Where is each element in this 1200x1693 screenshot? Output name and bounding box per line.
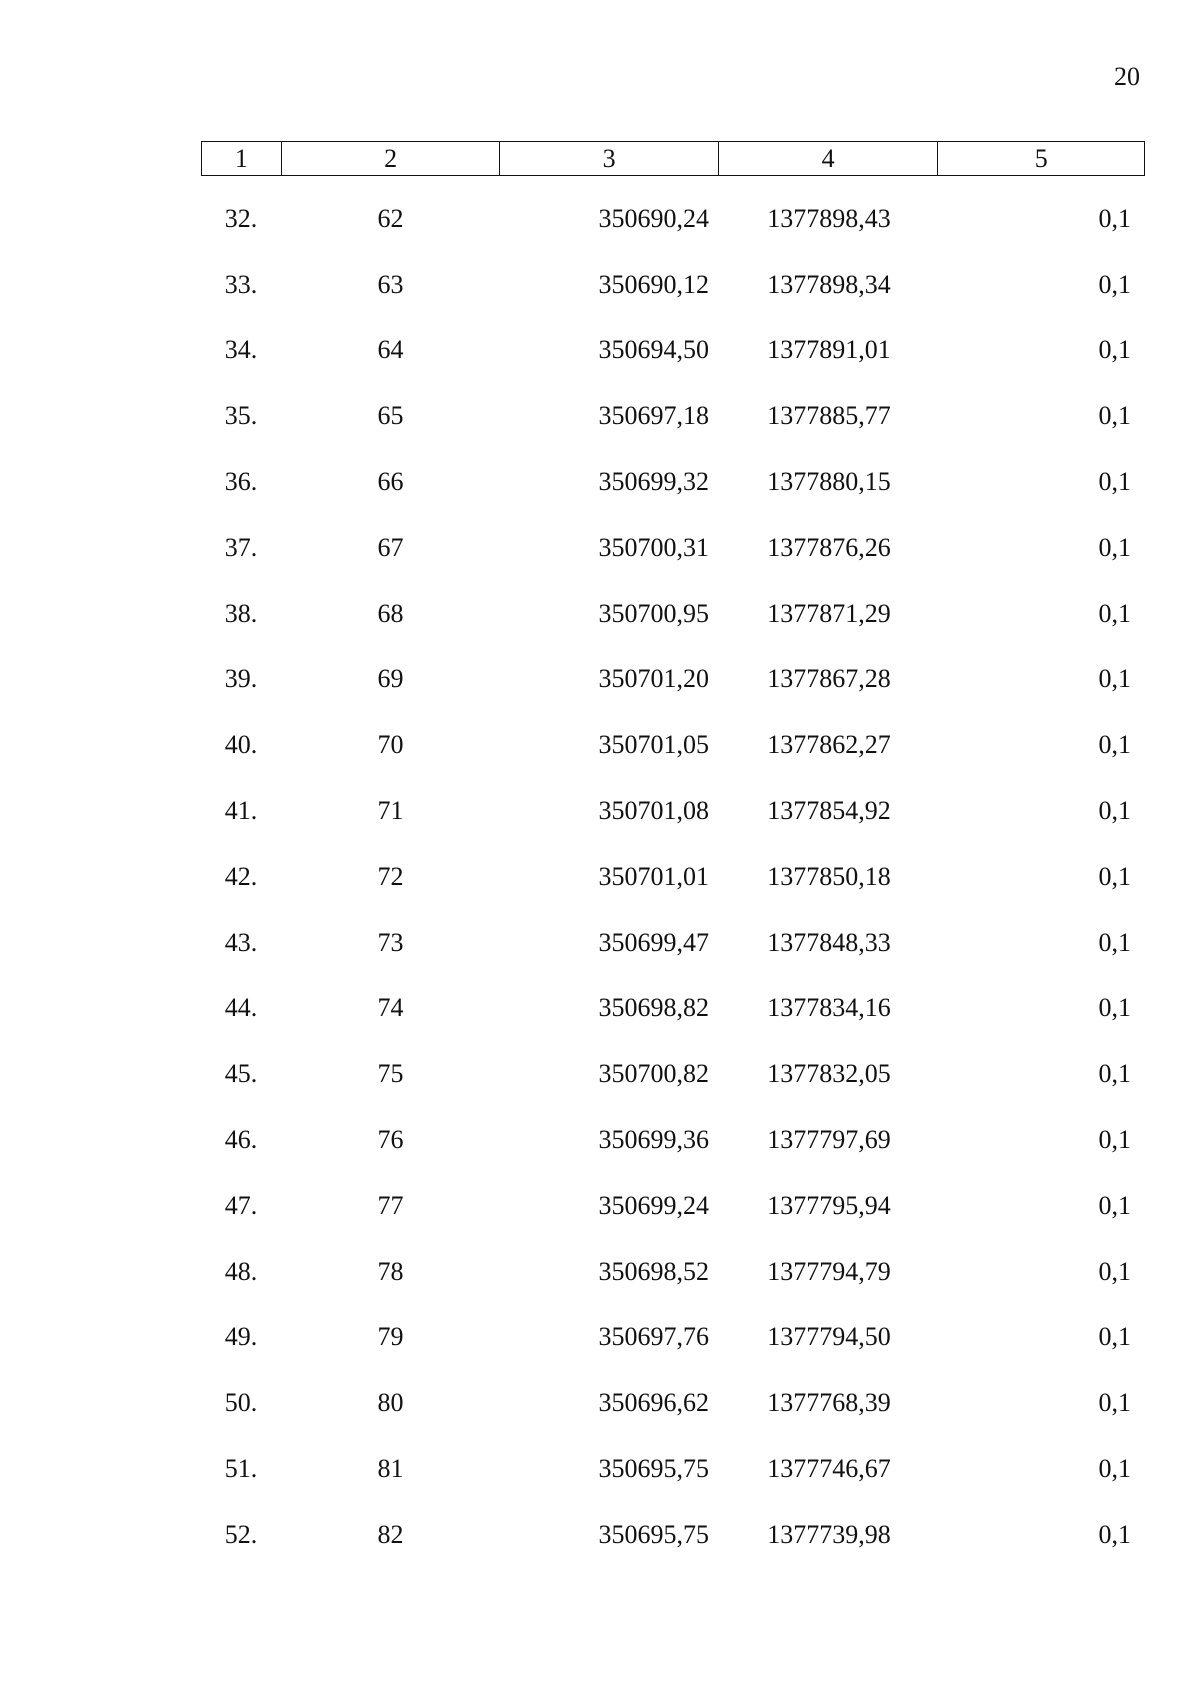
coordinate-y-cell: 1377794,79 — [767, 1256, 891, 1286]
row-number-cell: 35. — [224, 401, 258, 431]
point-number-cell: 82 — [377, 1519, 404, 1549]
point-number-cell: 65 — [377, 401, 404, 431]
table-row — [201, 1107, 1145, 1173]
row-number-cell: 42. — [224, 861, 258, 891]
point-number-cell: 64 — [377, 335, 404, 365]
point-number-cell: 69 — [377, 664, 404, 694]
table-row — [201, 186, 1145, 252]
coordinate-x-cell: 350700,95 — [598, 598, 709, 628]
header-cell-4: 4 — [719, 142, 939, 175]
point-number-cell: 81 — [377, 1454, 404, 1484]
header-cell-3: 3 — [500, 142, 719, 175]
table-row — [201, 712, 1145, 778]
accuracy-cell: 0,1 — [1098, 664, 1131, 694]
table-row — [201, 515, 1145, 581]
accuracy-cell: 0,1 — [1098, 1454, 1131, 1484]
coordinate-y-cell: 1377834,16 — [767, 993, 891, 1023]
accuracy-cell: 0,1 — [1098, 203, 1131, 233]
point-number-cell: 71 — [377, 796, 404, 826]
coordinate-x-cell: 350690,12 — [598, 269, 709, 299]
row-number-cell: 51. — [224, 1454, 258, 1484]
table-row — [201, 252, 1145, 318]
header-cell-1: 1 — [202, 142, 282, 175]
accuracy-cell: 0,1 — [1098, 1322, 1131, 1352]
point-number-cell: 62 — [377, 203, 404, 233]
coordinate-x-cell: 350699,47 — [598, 927, 709, 957]
coordinate-y-cell: 1377867,28 — [767, 664, 891, 694]
accuracy-cell: 0,1 — [1098, 993, 1131, 1023]
row-number-cell: 48. — [224, 1256, 258, 1286]
accuracy-cell: 0,1 — [1098, 598, 1131, 628]
accuracy-cell: 0,1 — [1098, 861, 1131, 891]
row-number-cell: 37. — [224, 532, 258, 562]
coordinate-x-cell: 350690,24 — [598, 203, 709, 233]
point-number-cell: 66 — [377, 467, 404, 497]
coordinate-y-cell: 1377898,43 — [767, 203, 891, 233]
coordinate-x-cell: 350698,82 — [598, 993, 709, 1023]
table-row — [201, 976, 1145, 1042]
table-row — [201, 1305, 1145, 1371]
table-body — [201, 186, 1145, 1568]
table-row — [201, 1173, 1145, 1239]
point-number-cell: 63 — [377, 269, 404, 299]
coordinate-y-cell: 1377850,18 — [767, 861, 891, 891]
accuracy-cell: 0,1 — [1098, 269, 1131, 299]
coordinate-x-cell: 350700,82 — [598, 1059, 709, 1089]
point-number-cell: 79 — [377, 1322, 404, 1352]
row-number-cell: 39. — [224, 664, 258, 694]
accuracy-cell: 0,1 — [1098, 467, 1131, 497]
table-row — [201, 1041, 1145, 1107]
coordinate-y-cell: 1377832,05 — [767, 1059, 891, 1089]
row-number-cell: 33. — [224, 269, 258, 299]
coordinate-y-cell: 1377880,15 — [767, 467, 891, 497]
point-number-cell: 75 — [377, 1059, 404, 1089]
row-number-cell: 36. — [224, 467, 258, 497]
table-row — [201, 778, 1145, 844]
coordinate-y-cell: 1377739,98 — [767, 1519, 891, 1549]
table-row — [201, 318, 1145, 384]
coordinate-y-cell: 1377768,39 — [767, 1388, 891, 1418]
coordinate-y-cell: 1377795,94 — [767, 1190, 891, 1220]
point-number-cell: 78 — [377, 1256, 404, 1286]
row-number-cell: 50. — [224, 1388, 258, 1418]
coordinate-y-cell: 1377885,77 — [767, 401, 891, 431]
coordinate-x-cell: 350698,52 — [598, 1256, 709, 1286]
row-number-cell: 38. — [224, 598, 258, 628]
coordinate-y-cell: 1377746,67 — [767, 1454, 891, 1484]
coordinate-y-cell: 1377854,92 — [767, 796, 891, 826]
coordinate-x-cell: 350701,01 — [598, 861, 709, 891]
header-cell-5: 5 — [1034, 144, 1048, 173]
coordinate-x-cell: 350701,20 — [598, 664, 709, 694]
coordinate-x-cell: 350701,05 — [598, 730, 709, 760]
coordinate-y-cell: 1377891,01 — [767, 335, 891, 365]
table-row — [201, 449, 1145, 515]
point-number-cell: 74 — [377, 993, 404, 1023]
accuracy-cell: 0,1 — [1098, 335, 1131, 365]
table-row — [201, 1436, 1145, 1502]
coordinate-y-cell: 1377848,33 — [767, 927, 891, 957]
coordinate-y-cell: 1377794,50 — [767, 1322, 891, 1352]
accuracy-cell: 0,1 — [1098, 1059, 1131, 1089]
row-number-cell: 41. — [224, 796, 258, 826]
coordinate-y-cell: 1377876,26 — [767, 532, 891, 562]
accuracy-cell: 0,1 — [1098, 1190, 1131, 1220]
table-header — [201, 141, 1145, 176]
point-number-cell: 73 — [377, 927, 404, 957]
point-number-cell: 76 — [377, 1125, 404, 1155]
coordinate-y-cell: 1377862,27 — [767, 730, 891, 760]
table-row — [201, 383, 1145, 449]
row-number-cell: 46. — [224, 1125, 258, 1155]
coordinate-x-cell: 350699,24 — [598, 1190, 709, 1220]
row-number-cell: 45. — [224, 1059, 258, 1089]
coordinate-y-cell: 1377898,34 — [767, 269, 891, 299]
point-number-cell: 72 — [377, 861, 404, 891]
point-number-cell: 68 — [377, 598, 404, 628]
coordinate-x-cell: 350697,18 — [598, 401, 709, 431]
header-cell-2: 2 — [282, 142, 501, 175]
point-number-cell: 80 — [377, 1388, 404, 1418]
table-row — [201, 1502, 1145, 1568]
point-number-cell: 67 — [377, 532, 404, 562]
point-number-cell: 77 — [377, 1190, 404, 1220]
accuracy-cell: 0,1 — [1098, 401, 1131, 431]
accuracy-cell: 0,1 — [1098, 730, 1131, 760]
accuracy-cell: 0,1 — [1098, 532, 1131, 562]
table-row — [201, 844, 1145, 910]
table-row — [201, 1370, 1145, 1436]
accuracy-cell: 0,1 — [1098, 796, 1131, 826]
coordinate-x-cell: 350699,36 — [598, 1125, 709, 1155]
coordinate-x-cell: 350694,50 — [598, 335, 709, 365]
coordinate-x-cell: 350695,75 — [598, 1454, 709, 1484]
coordinate-x-cell: 350701,08 — [598, 796, 709, 826]
coordinate-x-cell: 350700,31 — [598, 532, 709, 562]
row-number-cell: 34. — [224, 335, 258, 365]
coordinate-y-cell: 1377797,69 — [767, 1125, 891, 1155]
row-number-cell: 44. — [224, 993, 258, 1023]
coordinate-x-cell: 350697,76 — [598, 1322, 709, 1352]
accuracy-cell: 0,1 — [1098, 927, 1131, 957]
coordinate-x-cell: 350695,75 — [598, 1519, 709, 1549]
coordinate-x-cell: 350699,32 — [598, 467, 709, 497]
table-row — [201, 581, 1145, 647]
accuracy-cell: 0,1 — [1098, 1388, 1131, 1418]
coordinate-x-cell: 350696,62 — [598, 1388, 709, 1418]
accuracy-cell: 0,1 — [1098, 1256, 1131, 1286]
accuracy-cell: 0,1 — [1098, 1125, 1131, 1155]
row-number-cell: 32. — [224, 203, 258, 233]
accuracy-cell: 0,1 — [1098, 1519, 1131, 1549]
page-number: 20 — [1114, 62, 1140, 91]
row-number-cell: 47. — [224, 1190, 258, 1220]
row-number-cell: 52. — [224, 1519, 258, 1549]
row-number-cell: 49. — [224, 1322, 258, 1352]
table-row — [201, 1239, 1145, 1305]
row-number-cell: 43. — [224, 927, 258, 957]
table-row — [201, 910, 1145, 976]
table-row — [201, 647, 1145, 713]
row-number-cell: 40. — [224, 730, 258, 760]
point-number-cell: 70 — [377, 730, 404, 760]
coordinate-y-cell: 1377871,29 — [767, 598, 891, 628]
